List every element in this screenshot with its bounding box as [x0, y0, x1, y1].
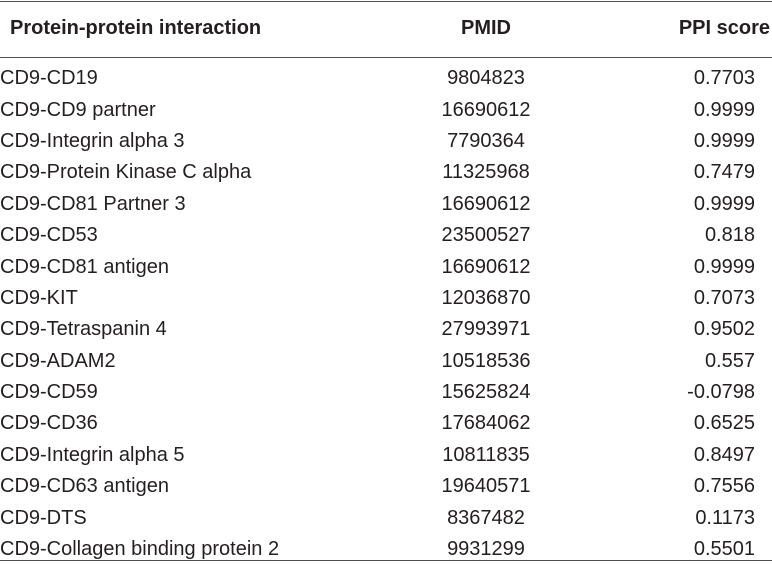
pmid-cell: 9804823: [447, 67, 525, 90]
ppi-score-cell: 0.6525: [693, 412, 755, 435]
pmid-cell: 16690612: [441, 255, 531, 278]
pmid-cell: 12036870: [441, 286, 531, 309]
table-row: [0, 94, 772, 125]
pmid-cell: 16690612: [441, 98, 531, 121]
table-row: [0, 157, 772, 188]
table-row: [0, 408, 772, 439]
ppi-score-cell: 0.7703: [693, 67, 755, 90]
ppi-score-cell: 0.9999: [693, 98, 755, 121]
interaction-cell: CD9-CD63 antigen: [0, 475, 169, 498]
table-row: [0, 283, 772, 314]
ppi-score-cell: -0.0798: [687, 381, 755, 404]
pmid-cell: 17684062: [441, 412, 531, 435]
ppi-score-cell: 0.9999: [693, 129, 755, 152]
pmid-cell: 19640571: [441, 475, 531, 498]
ppi-score-cell: 0.5501: [693, 538, 755, 561]
table-row: [0, 57, 772, 94]
interaction-cell: CD9-DTS: [0, 506, 87, 529]
pmid-cell: 16690612: [441, 192, 531, 215]
pmid-cell: 8367482: [447, 506, 525, 529]
interaction-cell: CD9-Integrin alpha 5: [0, 443, 185, 466]
pmid-cell: 15625824: [441, 381, 531, 404]
table-row: [0, 251, 772, 282]
ppi-score-cell: 0.818: [704, 224, 755, 247]
table-header: [0, 0, 772, 57]
ppi-score-cell: 0.557: [704, 349, 755, 372]
table-row: [0, 502, 772, 533]
pmid-cell: 10518536: [441, 349, 531, 372]
interaction-cell: CD9-CD19: [0, 67, 98, 90]
table-body: [0, 57, 772, 565]
interaction-cell: CD9-ADAM2: [0, 349, 116, 372]
interaction-cell: CD9-CD81 antigen: [0, 255, 169, 278]
table-row: [0, 377, 772, 408]
interaction-cell: CD9-CD59: [0, 381, 98, 404]
ppi-score-cell: 0.7479: [693, 161, 755, 184]
header-row: [0, 0, 772, 57]
pmid-cell: 10811835: [442, 443, 530, 466]
table-row: [0, 126, 772, 157]
pmid-cell: 27993971: [441, 318, 531, 341]
ppi-score-cell: 0.7556: [693, 475, 755, 498]
ppi-score-cell: 0.9999: [693, 192, 755, 215]
ppi-score-cell: 0.9999: [693, 255, 755, 278]
header-interaction: Protein-protein interaction: [10, 17, 262, 39]
table-row: [0, 189, 772, 220]
interaction-cell: CD9-Integrin alpha 3: [0, 129, 185, 152]
header-ppi-score: PPI score: [678, 17, 770, 39]
table-row: [0, 314, 772, 345]
interaction-cell: CD9-CD36: [0, 412, 98, 435]
pmid-cell: 9931299: [447, 538, 525, 561]
interaction-cell: CD9-CD9 partner: [0, 98, 156, 121]
pmid-cell: 7790364: [447, 129, 525, 152]
table-row: [0, 346, 772, 377]
table-row: [0, 471, 772, 502]
table-row: [0, 440, 772, 471]
pmid-cell: 11325968: [442, 161, 530, 184]
pmid-cell: 23500527: [441, 224, 531, 247]
ppi-score-cell: 0.1173: [695, 506, 755, 529]
interaction-cell: CD9-KIT: [0, 286, 78, 309]
interaction-cell: CD9-CD81 Partner 3: [0, 192, 186, 215]
ppi-score-cell: 0.9502: [693, 318, 755, 341]
interaction-cell: CD9-Protein Kinase C alpha: [0, 161, 252, 184]
interaction-cell: CD9-CD53: [0, 224, 98, 247]
ppi-score-cell: 0.7073: [693, 286, 755, 309]
interaction-cell: CD9-Tetraspanin 4: [0, 318, 167, 341]
table-row: [0, 534, 772, 565]
interaction-cell: CD9-Collagen binding protein 2: [0, 538, 280, 561]
table-row: [0, 220, 772, 251]
header-pmid: PMID: [461, 17, 511, 39]
ppi-score-cell: 0.8497: [693, 443, 755, 466]
